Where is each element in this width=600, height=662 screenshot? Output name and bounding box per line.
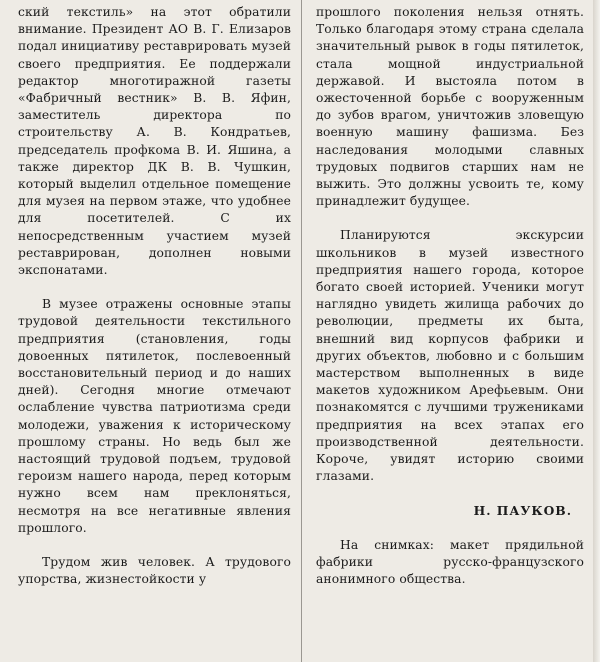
paragraph-gap (316, 210, 584, 227)
right-paragraph-2: Планируются экскурсии школьников в музей известного предприятия нашего города, которое богато своей историей. Ученики могут наглядно увидеть жилища рабочих до революции, предметы их быта, внешний вид корпусов фабрики и других объектов, любовно и с большим мастерством выполненных в виде макетов художником Арефьевым. Они познакомятся с лучшими тружениками предприятия на всех этапах его производственной деятельности. Короче, увидят историю своими глазами. (316, 228, 584, 484)
paragraph-gap (316, 485, 584, 502)
right-paragraph-1: прошлого поколения нельзя отнять. Только благодаря этому страна сделала значительный рывок в годы пятилеток, стала мощной индустриальной державой. И выстояла потом в ожесточенной борьбе с вооруженным до зубов врагом, уничтожив зловещую военную машину фашизма. Без наследования молодыми славных трудовых подвигов старших нам не выжить. Это должны усвоить те, кому принадлежит будущее. (316, 5, 584, 209)
author-signature: Н. ПАУКОВ. (473, 503, 572, 519)
left-paragraph-3: Трудом жив человек. А трудового упорства, жизнестойкости у (18, 555, 291, 587)
column-divider (301, 0, 302, 662)
left-paragraph-2: В музее отражены основные этапы трудовой деятельности текстильного предприятия (становления, годы довоенных пятилеток, послевоенный восстановительный период и до наших дней). Сегодня многие отмечают ослабление чувства патриотизма среди молодежи, уважения к историческому прошлому страны. Но ведь был же настоящий трудовой подъем, трудовой героизм нашего народа, перед которым нужно всем нам преклоняться, несмотря на все негативные явления прошлого. (18, 297, 291, 535)
paragraph-gap (316, 520, 584, 537)
page-edge (593, 0, 600, 662)
right-column (316, 4, 584, 588)
photo-caption: На снимках: макет прядильной фабрики русско-французского анонимного общества. (316, 537, 584, 587)
paragraph-gap (18, 279, 291, 296)
paragraph-gap (18, 537, 291, 554)
left-paragraph-1: ский текстиль» на этот обратили внимание. Президент АО В. Г. Елизаров подал инициативу реставрировать музей своего предприятия. Ее поддержали редактор многотиражной газеты «Фабричный вестник» В. В. Яфин, заместитель директора по строительству А. В. Кондратьев, председатель профкома В. И. Яшина, а также директор ДК В. В. Чушкин, который выделил отдельное помещение для музея на первом этаже, что удобнее для посетителей. С их непосредственным участием музей реставрирован, дополнен новыми экспонатами. (18, 5, 291, 278)
left-column (18, 4, 291, 589)
